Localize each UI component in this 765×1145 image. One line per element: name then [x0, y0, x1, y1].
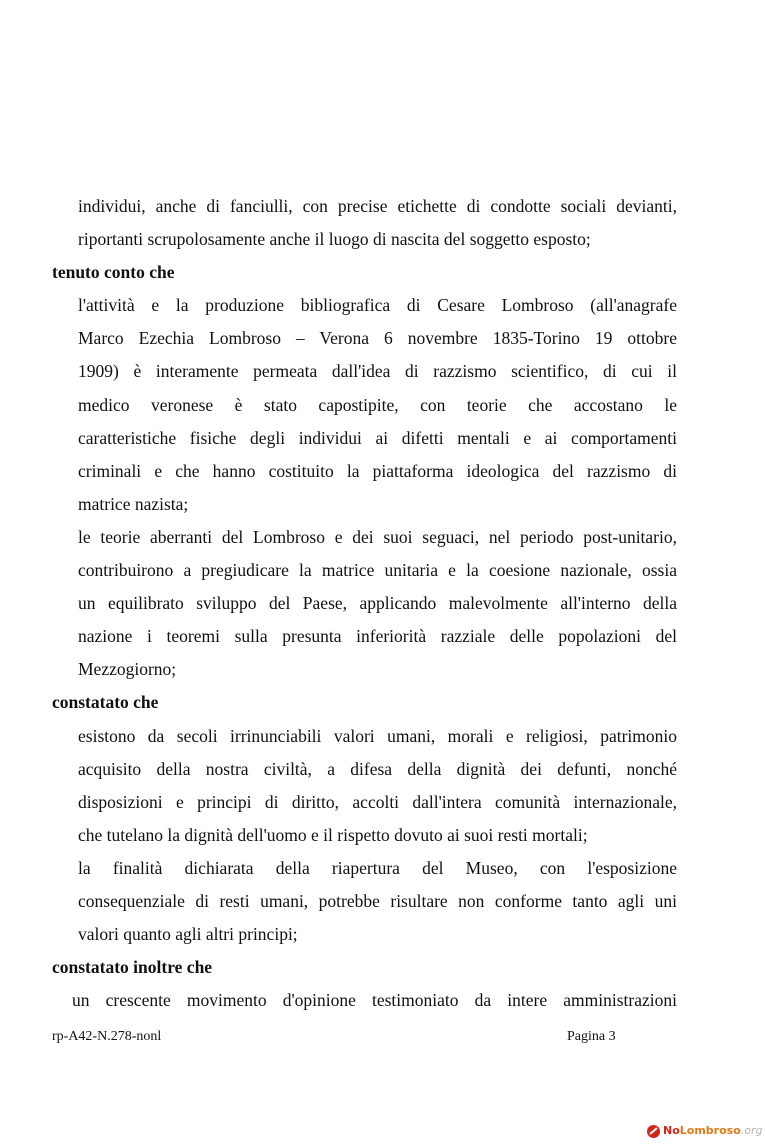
- text-line: consequenziale di resti umani, potrebbe risultare non conforme tanto agli uni: [78, 891, 677, 911]
- text-line: disposizioni e principi di diritto, accolti dall'intera comunità internazionale,: [78, 792, 677, 812]
- text-line: Marco Ezechia Lombroso – Verona 6 novembre 1835-Torino 19 ottobre: [78, 328, 677, 348]
- section-heading: constatato inoltre che: [52, 957, 213, 977]
- footer-page-number: Pagina 3: [567, 1029, 616, 1044]
- text-line: criminali e che hanno costituito la piattaforma ideologica del razzismo di: [78, 461, 677, 481]
- text-line: riportanti scrupolosamente anche il luogo di nascita del soggetto esposto;: [78, 229, 591, 249]
- text-line: esistono da secoli irrinunciabili valori umani, morali e religiosi, patrimonio: [78, 726, 677, 746]
- text-line: l'attività e la produzione bibliografica di Cesare Lombroso (all'anagrafe: [78, 295, 677, 315]
- text-line: un crescente movimento d'opinione testimoniato da intere amministrazioni: [72, 990, 677, 1010]
- section-heading: tenuto conto che: [52, 262, 175, 282]
- section-heading: constatato che: [52, 692, 159, 712]
- text-line: acquisito della nostra civiltà, a difesa della dignità dei defunti, nonché: [78, 759, 677, 779]
- text-line: individui, anche di fanciulli, con precise etichette di condotte sociali devianti,: [78, 196, 677, 216]
- text-line: la finalità dichiarata della riapertura del Museo, con l'esposizione: [78, 858, 677, 878]
- footer-doc-id: rp-A42-N.278-nonl: [52, 1029, 162, 1044]
- watermark-tld: .org: [740, 1124, 763, 1137]
- text-line: caratteristiche fisiche degli individui ai difetti mentali e ai comportamenti: [78, 428, 677, 448]
- text-line: che tutelano la dignità dell'uomo e il rispetto dovuto ai suoi resti mortali;: [78, 825, 588, 845]
- text-line: matrice nazista;: [78, 494, 189, 514]
- text-line: le teorie aberranti del Lombroso e dei suoi seguaci, nel periodo post-unitario,: [78, 527, 677, 547]
- text-line: medico veronese è stato capostipite, con teorie che accostano le: [78, 395, 677, 415]
- text-line: un equilibrato sviluppo del Paese, applicando malevolmente all'interno della: [78, 593, 677, 613]
- text-line: nazione i teoremi sulla presunta inferiorità razziale delle popolazioni del: [78, 626, 677, 646]
- text-line: valori quanto agli altri principi;: [78, 924, 298, 944]
- text-line: 1909) è interamente permeata dall'idea di razzismo scientifico, di cui il: [78, 361, 677, 381]
- text-line: contribuirono a pregiudicare la matrice unitaria e la coesione nazionale, ossia: [78, 560, 677, 580]
- watermark-brand: Lombroso: [679, 1124, 741, 1137]
- watermark-logo[interactable]: [647, 1124, 763, 1138]
- watermark-no: No: [663, 1124, 680, 1137]
- text-line: Mezzogiorno;: [78, 659, 177, 679]
- no-entry-icon: [647, 1125, 660, 1138]
